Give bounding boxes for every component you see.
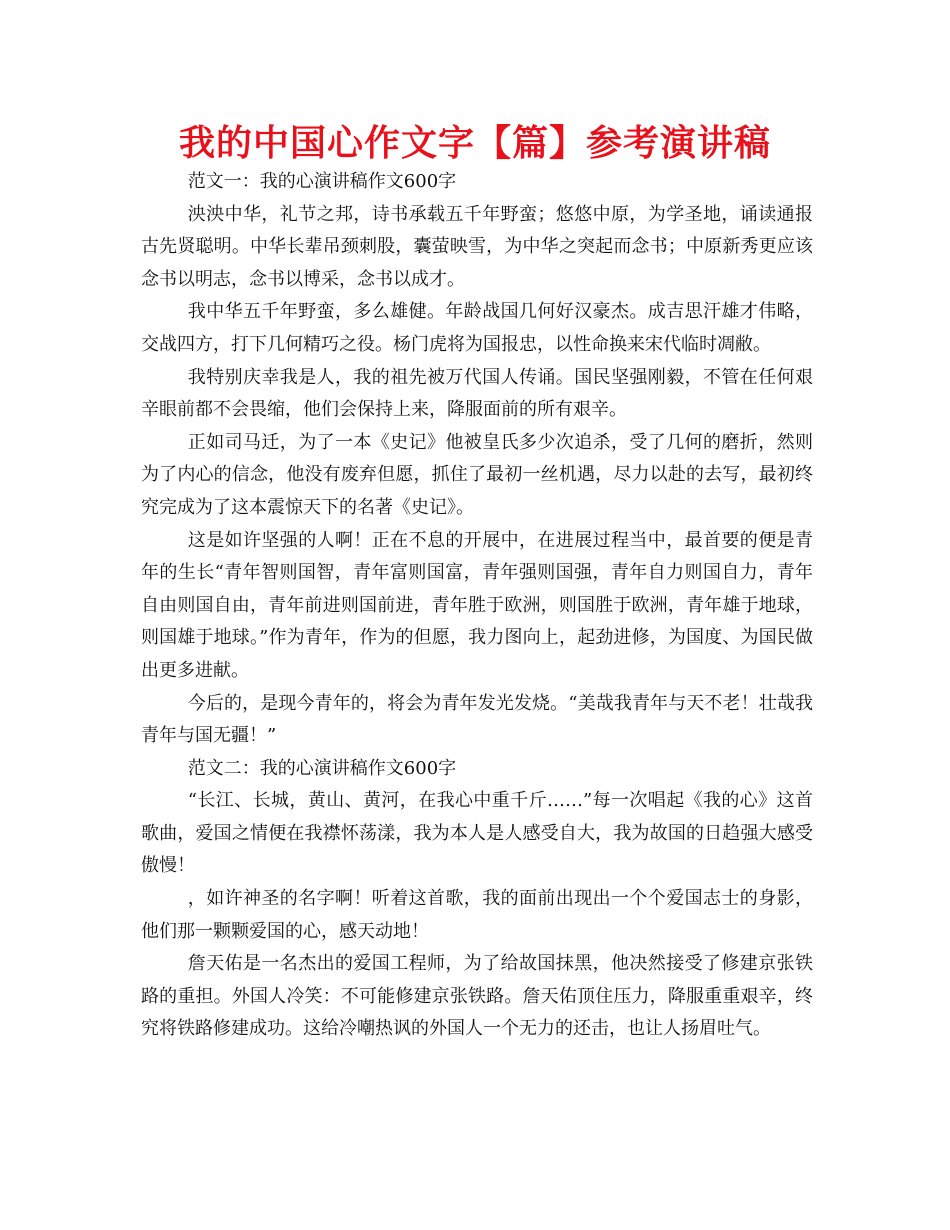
section-heading-2: 范文二：我的心演讲稿作文600字 (187, 757, 457, 779)
document-title: 我的中国心作文字【篇】参考演讲稿 (178, 123, 771, 164)
section-heading-1: 范文一：我的心演讲稿作文600字 (187, 171, 457, 192)
paragraph: 正如司马迁，为了一本《史记》他被皇氏多少次追杀，受了几何的磨折，然则为了内心的信念，他没有废弃但愿，抓住了最初一丝机遇，尽力以赴的去写，最初终究完成为了这本震惊天下的名著《史记》。 (141, 431, 813, 518)
paragraph: 今后的，是现今青年的，将会为青年发光发烧。“美哉我青年与天不老！壮哉我青年与国无疆！” (141, 692, 813, 747)
document-body (141, 166, 813, 1046)
paragraph: 我中华五千年野蛮，多么雄健。年龄战国几何好汉豪杰。成吉思汗雄才伟略，交战四方，打下几何精巧之役。杨门虎将为国报忠，以性命换来宋代临时凋敝。 (141, 301, 813, 355)
paragraph: 我特别庆幸我是人，我的祖先被万代国人传诵。国民坚强刚毅，不管在任何艰辛眼前都不会畏缩，他们会保持上来，降服面前的所有艰辛。 (141, 366, 813, 421)
paragraph: 詹天佑是一名杰出的爱国工程师，为了给故国抹黑，他决然接受了修建京张铁路的重担。外国人冷笑：不可能修建京张铁路。詹天佑顶住压力，降服重重艰辛，终究将铁路修建成功。这给冷嘲热讽的外国人一个无力的还击，也让人扬眉吐气。 (141, 953, 813, 1040)
paragraph: ，如许神圣的名字啊！听着这首歌，我的面前出现出一个个爱国志士的身影，他们那一颗颗爱国的心，感天动地！ (141, 888, 813, 942)
paragraph: 这是如许坚强的人啊！正在不息的开展中，在进展过程当中，最首要的便是青年的生长“青年智则国智，青年富则国富，青年强则国强，青年自力则国自力，青年自由则国自由，青年前进则国前进，青年胜于欧洲，则国胜于欧洲，青年雄于地球，则国雄于地球。”作为青年，作为的但愿，我力图向上，起劲进修，为国度、为国民做出更多进献。 (141, 529, 813, 681)
paragraph: 泱泱中华，礼节之邦，诗书承载五千年野蛮；悠悠中原，为学圣地，诵读通报古先贤聪明。中华长辈吊颈刺股，囊萤映雪，为中华之突起而念书；中原新秀更应该念书以明志，念书以博采，念书以成才。 (141, 203, 813, 290)
paragraph: “长江、长城，黄山、黄河，在我心中重千斤……”每一次唱起《我的心》这首歌曲，爱国之情便在我襟怀荡漾，我为本人是人感受自大，我为故国的日趋强大感受傲慢！ (141, 790, 813, 877)
